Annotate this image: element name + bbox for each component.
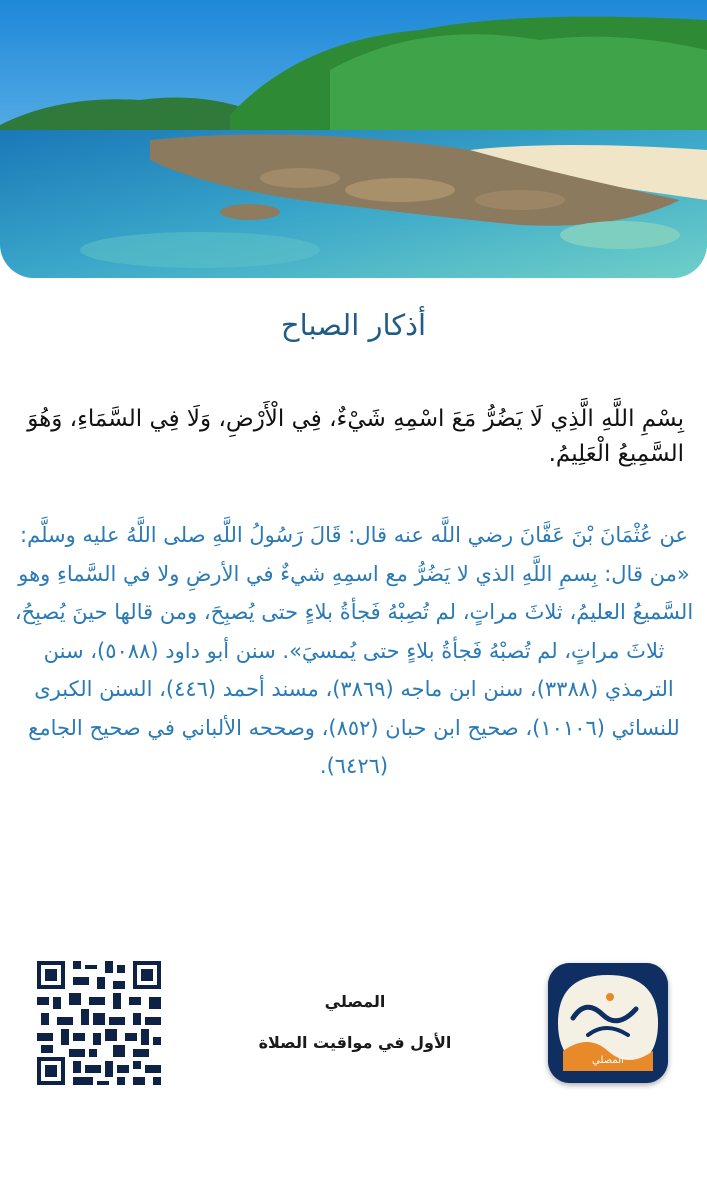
app-name: المصلي	[324, 992, 386, 1011]
hadith-text: عن عُثْمَانَ بْنَ عَفَّانَ رضي اللَّه عنه قال: قَالَ رَسُولُ اللَّهِ صلى اللَّهُ عليه وسلَّم: «من قال: بِسمِ اللَّهِ الذي لا يَضُرُّ مع اسمِهِ شيءٌ في الأرضِ ولا في السَّماءِ وهو السَّميعُ العليمُ، ثلاثَ مراتٍ، لم تُصِبْهُ فَجأةُ بلاءٍ حتى يُصبِحَ، ومن قالها حينَ يُصبِحُ، ثلاثَ مراتٍ، لم تُصبْهُ فَجأةُ بلاءٍ حتى يُمسيَ». سنن أبو داود (٥٠٨٨)، سنن الترمذي (٣٣٨٨)، سنن ابن ماجه (٣٨٦٩)، مسند أحمد (٤٤٦)، السنن الكبرى للنسائي (١٠١٠٦)، صحيح ابن حبان (٨٥٢)، وصححه الألباني في صحيح الجامع (٦٤٢٦).	[14, 523, 694, 778]
logo-text: المصلي	[592, 1055, 624, 1066]
tropical-beach-image	[0, 0, 707, 278]
header-image	[0, 0, 707, 278]
app-tagline: الأول في مواقيت الصلاة	[258, 1033, 452, 1052]
qr-code-icon[interactable]	[33, 957, 165, 1089]
app-logo-icon[interactable]	[548, 963, 668, 1083]
dhikr-text: بِسْمِ اللَّهِ الَّذِي لَا يَضُرُّ مَعَ اسْمِهِ شَيْءٌ، فِي الْأَرْضِ، وَلَا فِي السَّمَاءِ، وَهُوَ السَّمِيعُ الْعَلِيمُ.	[27, 406, 684, 467]
page-title: أذكار الصباح	[280, 308, 427, 342]
